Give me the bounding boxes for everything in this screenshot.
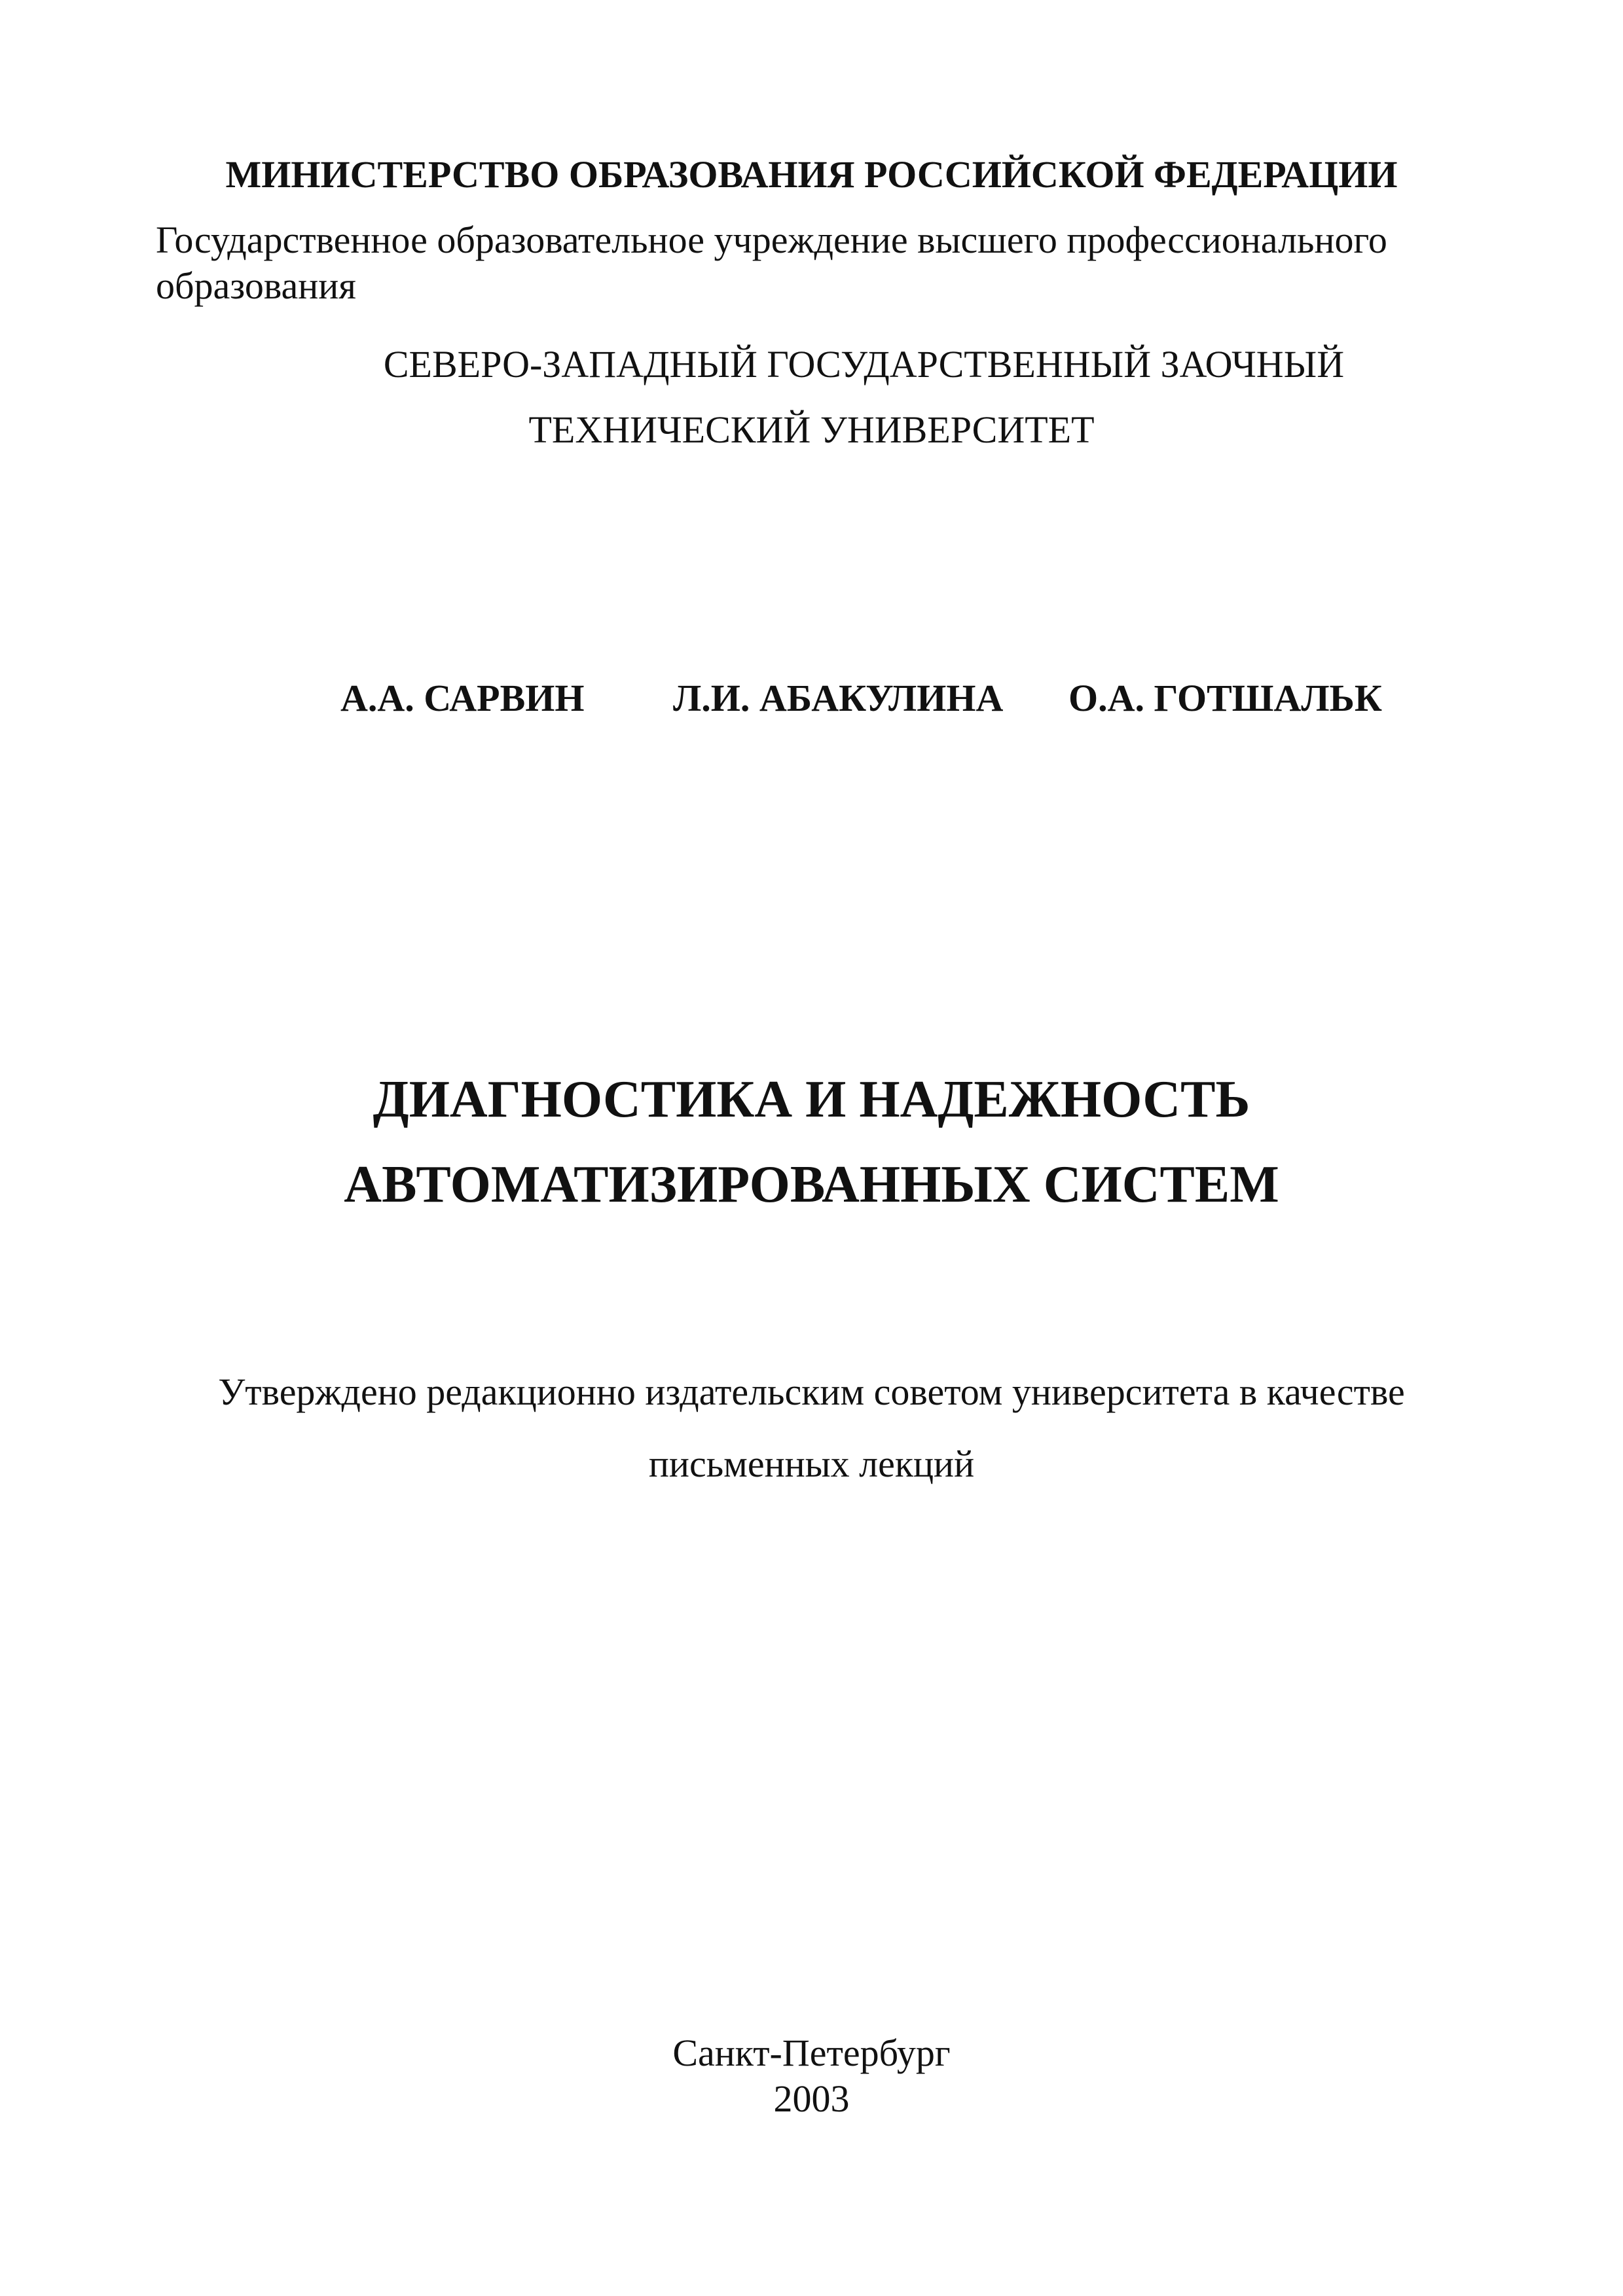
university-name-line-1: СЕВЕРО-ЗАПАДНЫЙ ГОСУДАРСТВЕННЫЙ ЗАОЧНЫЙ [383,343,1345,386]
author-1: А.А. САРВИН [340,677,585,719]
institution-line-2: образования [156,264,356,307]
ministry-heading: МИНИСТЕРСТВО ОБРАЗОВАНИЯ РОССИЙСКОЙ ФЕДЕРАЦИИ [225,153,1398,196]
document-title-line-2: АВТОМАТИЗИРОВАННЫХ СИСТЕМ [344,1156,1279,1213]
imprint-city: Санкт-Петербург [672,2032,951,2074]
institution-line-1: Государственное образовательное учреждение высшего профессионального [156,219,1387,261]
approval-note-line-2: письменных лекций [648,1443,975,1485]
imprint-year: 2003 [773,2077,850,2120]
university-name-line-2: ТЕХНИЧЕСКИЙ УНИВЕРСИТЕТ [528,408,1095,451]
approval-note-line-1: Утверждено редакционно издательским советом университета в качестве [218,1371,1405,1413]
document-title-line-1: ДИАГНОСТИКА И НАДЕЖНОСТЬ [373,1071,1250,1128]
author-2: Л.И. АБАКУЛИНА [673,677,1004,719]
author-3: О.А. ГОТШАЛЬК [1068,677,1382,719]
